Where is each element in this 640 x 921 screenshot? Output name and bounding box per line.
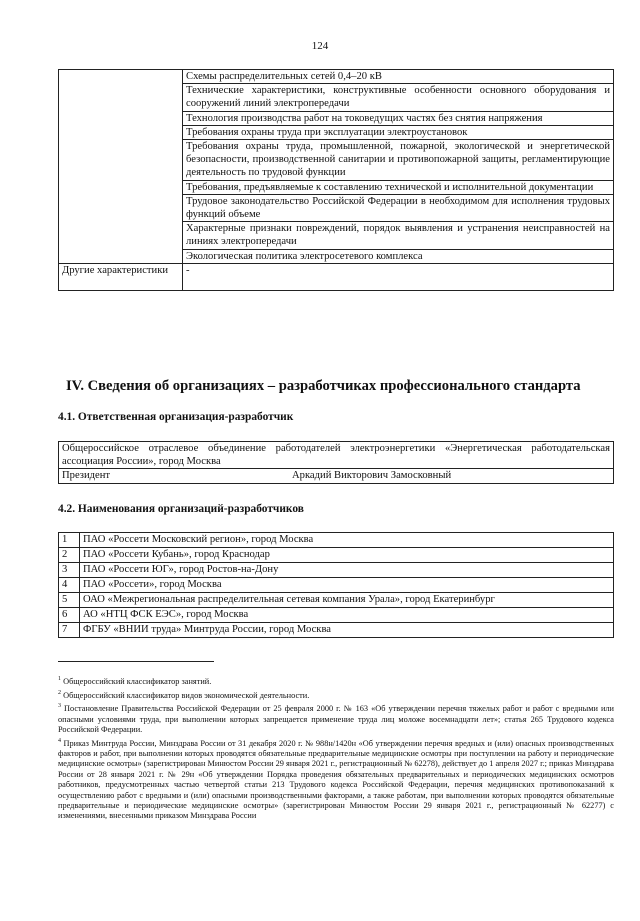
president-name: Аркадий Викторович Замосковный xyxy=(292,470,452,482)
footnote-text: Общероссийский классификатор занятий. xyxy=(63,676,212,686)
requirement-item: Трудовое законодательство Российской Федерации в необходимом для исполнения трудовых функций объеме xyxy=(183,194,614,221)
footnotes xyxy=(58,674,614,822)
table-row xyxy=(59,563,614,578)
developer-name: ПАО «Россети ЮГ», город Ростов-на-Дону xyxy=(80,563,614,578)
responsible-org-name: Общероссийское отраслевое объединение работодателей электроэнергетики «Энергетическая работодательская ассоциация России», город Москва xyxy=(59,442,614,469)
table-row xyxy=(59,608,614,623)
president-role: Президент xyxy=(62,470,111,482)
requirement-item: Требования охраны труда, промышленной, пожарной, экологической и энергетической безопасности, производственной санитарии и противопожарной защиты, регламентирующие деятельность по трудовой функции xyxy=(183,140,614,181)
footnote xyxy=(58,688,614,701)
requirement-item: Экологическая политика электросетевого комплекса xyxy=(183,249,614,263)
table-row xyxy=(59,70,614,84)
footnote xyxy=(58,674,614,687)
row-number: 2 xyxy=(59,548,80,563)
requirement-item: Требования, предъявляемые к составлению технической и исполнительной документации xyxy=(183,180,614,194)
section-title: IV. Сведения об организациях – разработчиках профессионального стандарта xyxy=(66,378,581,394)
requirement-item: Характерные признаки повреждений, порядок выявления и устранения неисправностей на линиях электропередачи xyxy=(183,222,614,249)
requirement-item: Технология производства работ на токоведущих частях без снятия напряжения xyxy=(183,111,614,125)
empty-label-cell xyxy=(59,70,183,264)
developer-name: ФГБУ «ВНИИ труда» Минтруда России, город Москва xyxy=(80,623,614,638)
page-number: 124 xyxy=(311,40,329,52)
row-number: 6 xyxy=(59,608,80,623)
knowledge-requirements-table xyxy=(58,69,614,291)
footnote-text: Постановление Правительства Российской Федерации от 25 февраля 2000 г. № 163 «Об утверждении перечня тяжелых работ и работ с вредными или опасными условиями труда, при выполнении которых запрещается применение труда лиц моложе восемнадцати лет»; статья 265 Трудового кодекса Российской Федерации. xyxy=(58,704,614,734)
developer-name: ПАО «Россети», город Москва xyxy=(80,578,614,593)
footnote-divider xyxy=(58,661,214,662)
footnote xyxy=(58,736,614,822)
responsible-org-table xyxy=(58,441,614,484)
footnote-mark: 3 xyxy=(58,703,61,710)
footnote-text: Приказ Минтруда России, Минздрава России от 31 декабря 2020 г. № 988н/1420н «Об утверждении перечня вредных и (или) опасных производственных факторов и работ, при выполнении которых проводятся обязательные предварительные медицинские осмотры при поступлении на работу и периодические медицинские осмотры» (зарегистрирован Минюстом России 29 января 2021 г., регистрационный № 62278), действует до 1 апреля 2027 г.; приказ Минздрава России от 28 января 2021 г. № 29н «Об утверждении Порядка проведения обязательных предварительных и периодических медицинских осмотров работников, предусмотренных частью четвертой статьи 213 Трудового кодекса Российской Федерации, перечня медицинских противопоказаний к осуществлению работ с вредными и (или) опасными производственными факторами, а также работам, при выполнении которых проводятся обязательные предварительные и периодические медицинские осмотры» (зарегистрирован Минюстом России 29 января 2021 г., регистрационный № 62277) с изменениями, внесенными приказом Минздрава России xyxy=(58,738,614,821)
table-row xyxy=(59,442,614,469)
row-number: 1 xyxy=(59,533,80,548)
developer-name: ОАО «Межрегиональная распределительная сетевая компания Урала», город Екатеринбург xyxy=(80,593,614,608)
table-row xyxy=(59,263,614,290)
table-row xyxy=(59,469,614,483)
developer-name: ПАО «Россети Московский регион», город Москва xyxy=(80,533,614,548)
developer-orgs-table xyxy=(58,532,614,638)
developer-name: ПАО «Россети Кубань», город Краснодар xyxy=(80,548,614,563)
table-row xyxy=(59,578,614,593)
footnote-mark: 4 xyxy=(58,737,61,744)
subsection-title-responsible: 4.1. Ответственная организация-разработчик xyxy=(58,411,294,423)
row-number: 4 xyxy=(59,578,80,593)
row-number: 5 xyxy=(59,593,80,608)
table-row xyxy=(59,623,614,638)
footnote-text: Общероссийский классификатор видов экономической деятельности. xyxy=(63,690,310,700)
table-row xyxy=(59,533,614,548)
requirement-item: Требования охраны труда при эксплуатации электроустановок xyxy=(183,125,614,139)
footnote xyxy=(58,701,614,735)
developer-name: АО «НТЦ ФСК ЕЭС», город Москва xyxy=(80,608,614,623)
other-characteristics-label: Другие характеристики xyxy=(59,263,183,290)
president-cell xyxy=(59,469,614,483)
row-number: 3 xyxy=(59,563,80,578)
table-row xyxy=(59,593,614,608)
row-number: 7 xyxy=(59,623,80,638)
other-characteristics-value: - xyxy=(183,263,614,290)
requirement-item: Схемы распределительных сетей 0,4–20 кВ xyxy=(183,70,614,84)
table-row xyxy=(59,548,614,563)
footnote-mark: 1 xyxy=(58,676,61,682)
requirement-item: Технические характеристики, конструктивные особенности основного оборудования и сооружений линий электропередачи xyxy=(183,84,614,111)
subsection-title-developers: 4.2. Наименования организаций-разработчиков xyxy=(58,503,304,515)
footnote-mark: 2 xyxy=(58,689,61,696)
